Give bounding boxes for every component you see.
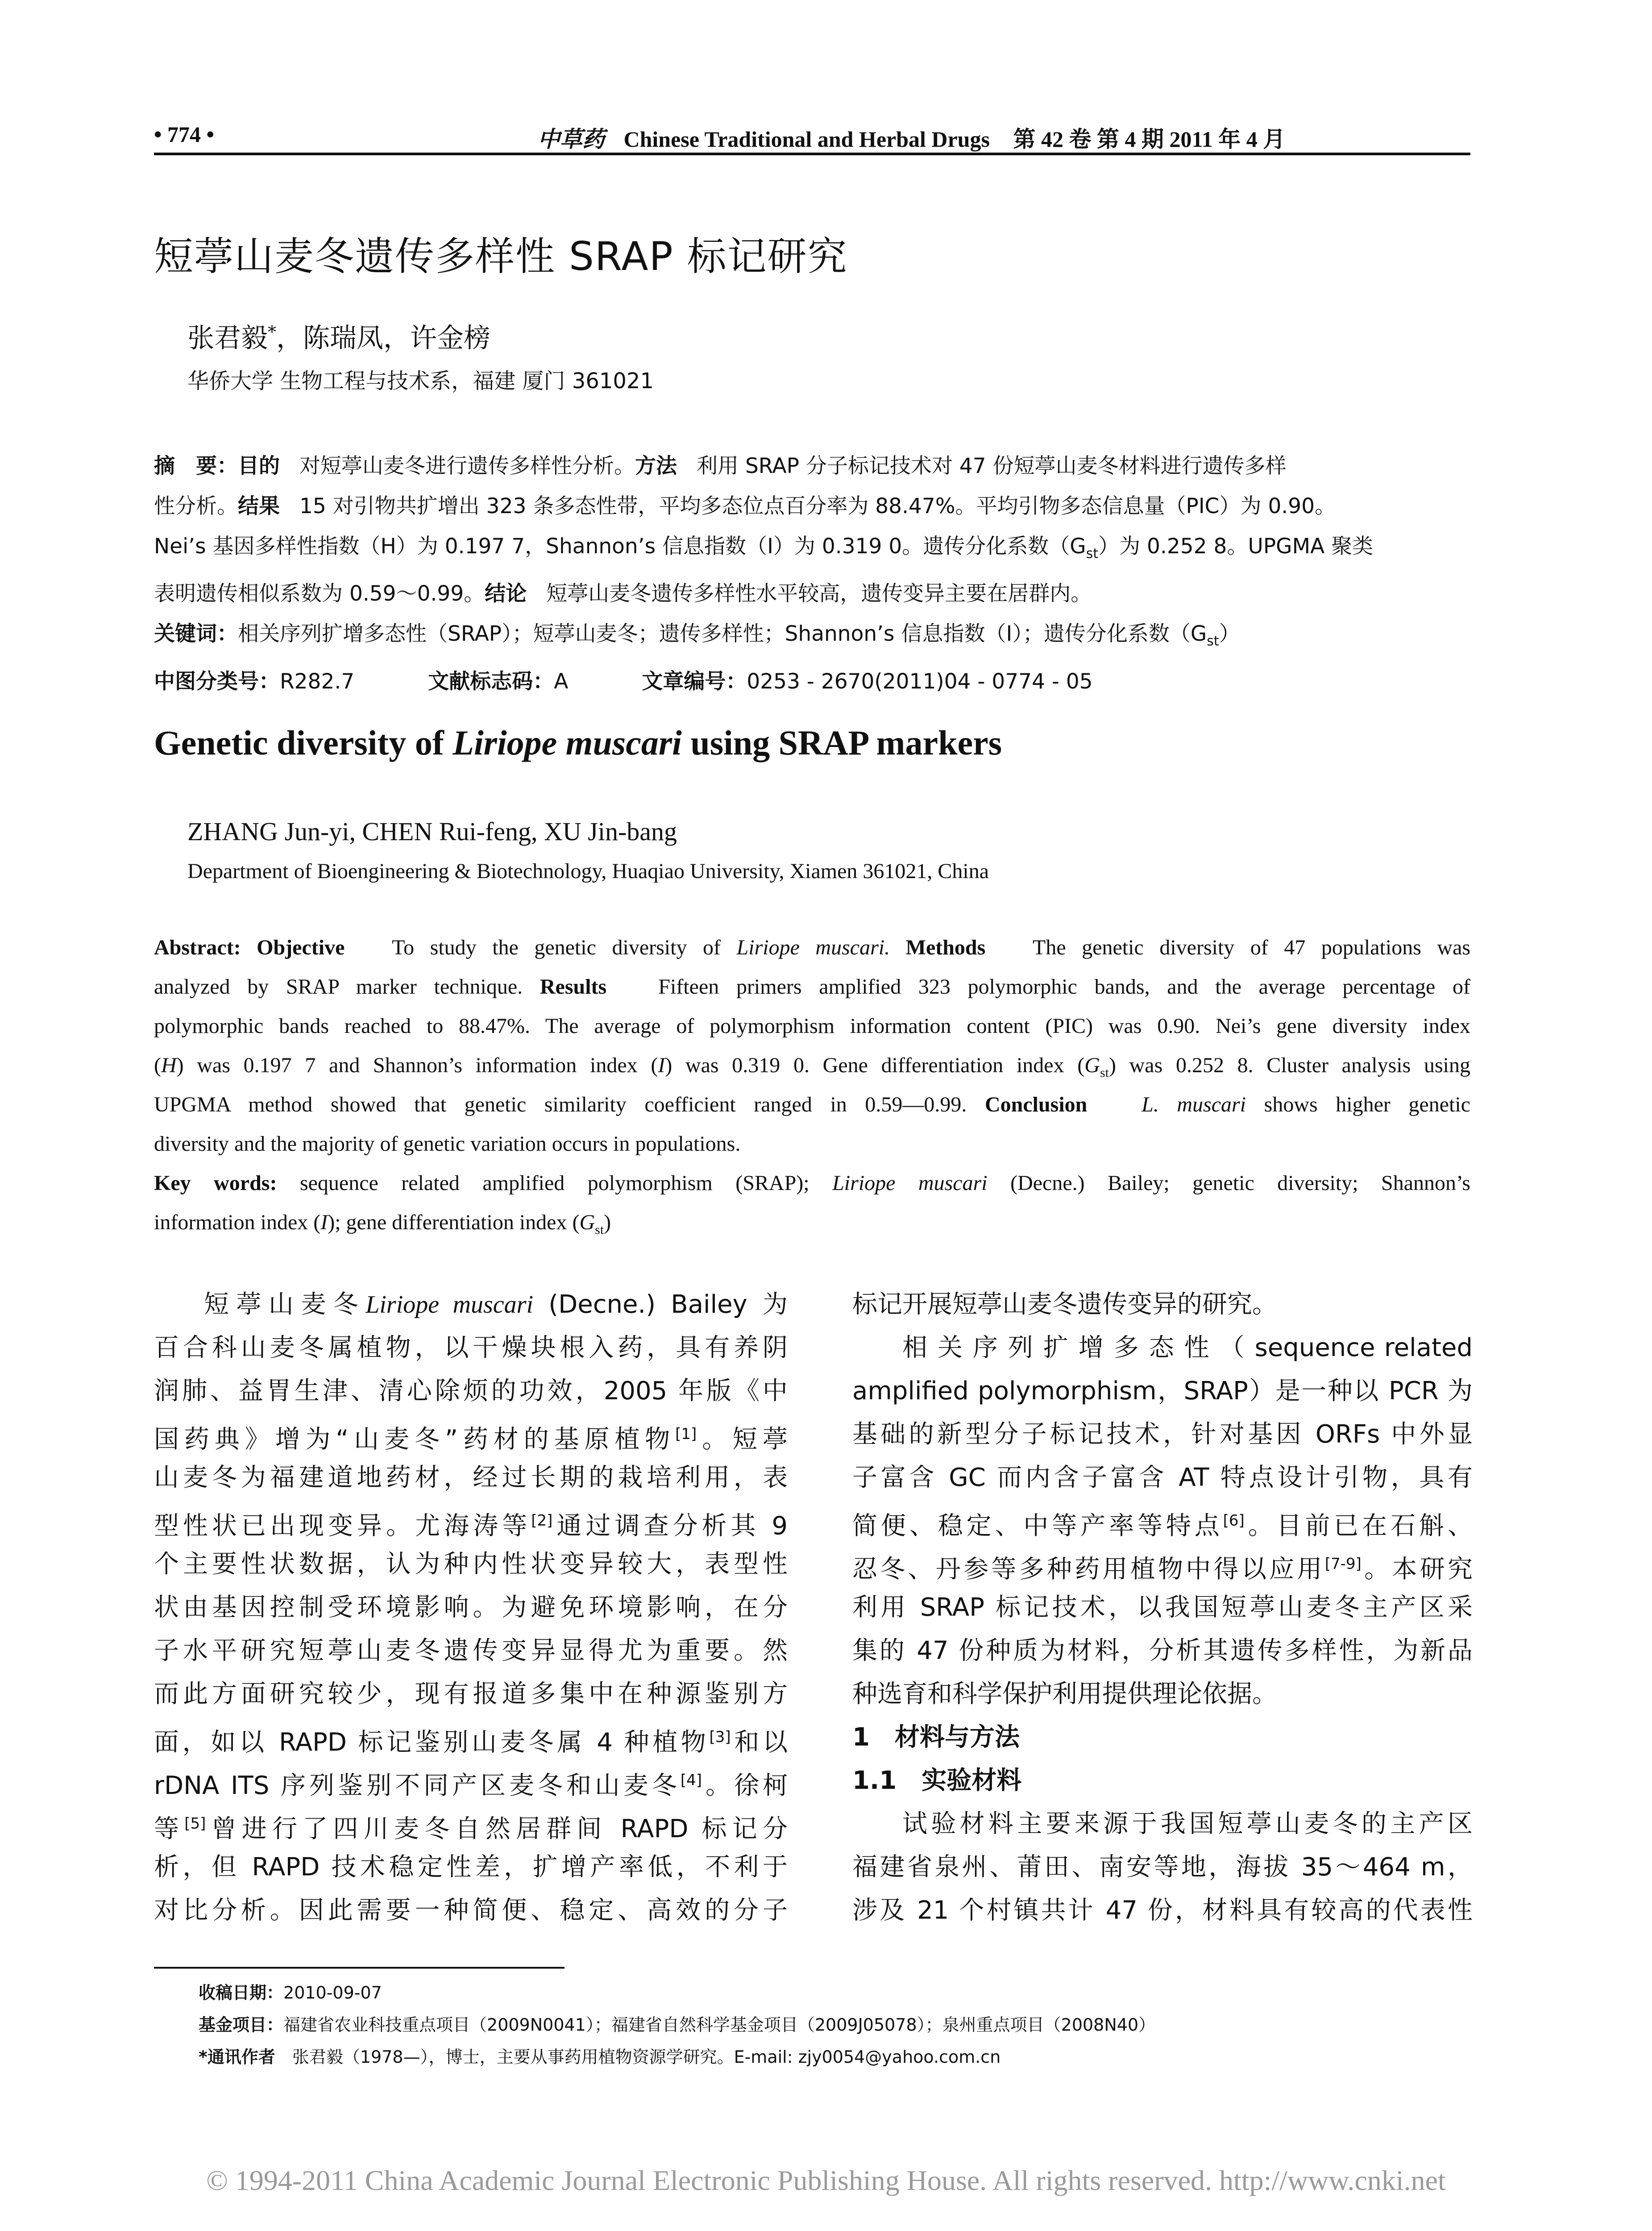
body-text: 面，如以 RAPD 标记鉴别山麦冬属 4 种植物 bbox=[154, 1728, 710, 1757]
body-line: 标记开展短葶山麦冬遗传变异的研究。 bbox=[852, 1290, 1277, 1319]
cn-abstract-line bbox=[154, 446, 1470, 486]
body-line: 相 关 序 列 扩 增 多 态 性 （ sequence related bbox=[902, 1333, 1473, 1362]
cn-keywords-label: 关键词： bbox=[154, 622, 238, 647]
cn-abstract bbox=[154, 446, 1470, 702]
en-abstract-text: polymorphic bands reached to 88.47%. The average of polymorphism information content (PIC) was 0.90. Nei’s gene diversity index bbox=[154, 1014, 1470, 1038]
body-line: 山麦冬为福建道地药材，经过长期的栽培利用，表 bbox=[154, 1463, 788, 1492]
body-text: 国药典》增为“山麦冬”药材的基原植物 bbox=[154, 1425, 676, 1454]
journal-logo-cn: 中草药 bbox=[538, 126, 605, 152]
journal-name-en: Chinese Traditional and Herbal Drugs bbox=[623, 127, 990, 152]
cn-coauthors: ，陈瑞凤，许金榜 bbox=[276, 323, 490, 354]
footnote-label: *通讯作者 bbox=[199, 2047, 275, 2067]
en-abstract-line bbox=[154, 1007, 1470, 1046]
header-rule bbox=[154, 153, 1470, 155]
body-line: 基础的新型分子标记技术，针对基因 ORFs 中外显 bbox=[852, 1420, 1473, 1449]
body-text: 型性状已出现变异。尤海涛等 bbox=[154, 1511, 531, 1541]
cn-abstract-label: 摘 要： bbox=[154, 454, 238, 478]
body-line: 利用 SRAP 标记技术，以我国短葶山麦冬主产区采 bbox=[852, 1593, 1473, 1622]
body-text: 曾进行了四川麦冬自然居群间 RAPD 标记分 bbox=[206, 1814, 788, 1844]
footnote-text: 福建省农业科技重点项目（2009N0041）；福建省自然科学基金项目（2009J05078）；泉州重点项目（2008N40） bbox=[283, 2015, 1156, 2035]
cn-abstract-line bbox=[154, 527, 1470, 574]
cn-purpose: 对短葶山麦冬进行遗传多样性分析。 bbox=[299, 454, 635, 478]
body-line bbox=[154, 1759, 788, 1802]
en-abstract-text: Fifteen primers amplified 323 polymorphic bands, and the average percentage of bbox=[658, 975, 1471, 999]
cn-classification bbox=[154, 662, 1470, 702]
body-line: amplified polymorphism，SRAP）是一种以 PCR 为 bbox=[852, 1377, 1473, 1406]
subsection-heading: 1.1 实验材料 bbox=[852, 1766, 1022, 1795]
cn-title: 短葶山麦冬遗传多样性 SRAP 标记研究 bbox=[154, 233, 848, 279]
article-no-value: 0253 - 2670(2011)04 - 0774 - 05 bbox=[747, 669, 1093, 694]
en-methods-label: Methods bbox=[905, 936, 986, 959]
doc-code-value: A bbox=[554, 669, 569, 694]
cn-methods-cont: 性分析。 bbox=[154, 494, 238, 518]
cn-abstract-line bbox=[154, 486, 1470, 527]
clc-value: R282.7 bbox=[280, 669, 355, 694]
en-abstract-text: shows higher genetic bbox=[1264, 1093, 1471, 1116]
footnote-text: 2010-09-07 bbox=[283, 1983, 382, 2003]
en-abstract-line bbox=[154, 928, 1470, 967]
body-text: 。短葶 bbox=[697, 1425, 788, 1454]
footnote-text: 张君毅（1978—），博士，主要从事药用植物资源学研究。E-mail: zjy0054@yahoo.com.cn bbox=[275, 2047, 1001, 2067]
body-text: 简便、稳定、中等产率等特点 bbox=[852, 1511, 1223, 1541]
footnotes bbox=[199, 1977, 1155, 2073]
body-line: 子富含 GC 而内含子富含 AT 特点设计引物，具有 bbox=[852, 1463, 1473, 1492]
en-keywords-text: ); gene differentiation index ( bbox=[328, 1211, 580, 1234]
body-line bbox=[154, 1283, 788, 1326]
body-line: 析，但 RAPD 技术稳定性差，扩增产率低，不利于 bbox=[154, 1853, 788, 1882]
en-title-species: Liriope muscari bbox=[452, 723, 682, 762]
body-text: 。徐柯 bbox=[702, 1771, 788, 1800]
body-text: 。本研究 bbox=[1361, 1555, 1473, 1584]
clc-label: 中图分类号： bbox=[154, 669, 280, 694]
body-text: 等 bbox=[154, 1814, 185, 1844]
symbol: I bbox=[658, 1053, 665, 1077]
en-abstract-line bbox=[154, 1124, 1470, 1164]
journal-issue: 第 42 卷 第 4 期 2011 年 4 月 bbox=[1013, 127, 1286, 152]
en-keywords-text: ) bbox=[604, 1211, 611, 1234]
en-objective-label: Objective bbox=[257, 936, 345, 959]
body-line: 个主要性状数据，认为种内性状变异较大，表型性 bbox=[154, 1550, 788, 1579]
cn-authors bbox=[187, 317, 490, 355]
body-line: 涉及 21 个村镇共计 47 份，材料具有较高的代表性 bbox=[852, 1896, 1473, 1925]
citation: [7-9] bbox=[1324, 1555, 1361, 1573]
cn-keywords-text: 相关序列扩增多态性（SRAP）；短葶山麦冬；遗传多样性；Shannon’s 信息指数（I）；遗传分化系数（G bbox=[238, 622, 1207, 647]
body-line: 子水平研究短葶山麦冬遗传变异显得尤为重要。然 bbox=[154, 1636, 788, 1665]
en-conclusion-label: Conclusion bbox=[984, 1093, 1087, 1116]
cn-affiliation: 华侨大学 生物工程与技术系，福建 厦门 361021 bbox=[187, 369, 654, 394]
body-line bbox=[154, 1499, 788, 1543]
body-line: 润肺、益胃生津、清心除烦的功效，2005 年版《中 bbox=[154, 1377, 788, 1406]
en-abstract-text: UPGMA method showed that genetic similarity coefficient ranged in 0.59—0.99. bbox=[154, 1093, 967, 1116]
article-no-label: 文章编号： bbox=[642, 669, 747, 694]
symbol: G bbox=[1084, 1053, 1100, 1077]
body-line bbox=[852, 1543, 1473, 1586]
body-line: 而此方面研究较少，现有报道多集中在种源鉴别方 bbox=[154, 1679, 788, 1708]
cn-purpose-label: 目的 bbox=[238, 454, 280, 478]
body-text: 和以 bbox=[731, 1728, 788, 1757]
body-line: 集的 47 份种质为材料，分析其遗传多样性，为新品 bbox=[852, 1636, 1473, 1665]
body-line: 福建省泉州、莆田、南安等地，海拔 35～464 m， bbox=[852, 1853, 1473, 1882]
citation: [3] bbox=[709, 1728, 731, 1746]
en-keywords-label: Key words: bbox=[154, 1171, 277, 1195]
en-title-part: Genetic diversity of bbox=[154, 723, 453, 762]
en-results-label: Results bbox=[540, 975, 607, 999]
cn-conclusion: 短葶山麦冬遗传多样性水平较高，遗传变异主要在居群内。 bbox=[546, 581, 1092, 606]
en-abstract-line bbox=[154, 1046, 1470, 1085]
subscript: st bbox=[1207, 633, 1219, 649]
citation: [6] bbox=[1223, 1512, 1245, 1530]
body-line: 种选育和科学保护利用提供理论依据。 bbox=[852, 1679, 1277, 1708]
cn-abstract-line bbox=[154, 574, 1470, 614]
body-text: (Decne.) Bailey 为 bbox=[548, 1290, 788, 1319]
species-name: Liriope muscari. bbox=[736, 936, 890, 959]
footnote-fund bbox=[199, 2009, 1155, 2041]
en-keywords-text: (Decne.) Bailey; genetic diversity; Shannon’s bbox=[1010, 1171, 1471, 1195]
footnote-label: 基金项目： bbox=[199, 2015, 284, 2035]
footnote-rule bbox=[154, 1967, 565, 1969]
subscript: st bbox=[1100, 1065, 1109, 1080]
doc-code-label: 文献标志码： bbox=[428, 669, 554, 694]
en-authors: ZHANG Jun-yi, CHEN Rui-feng, XU Jin-bang bbox=[187, 817, 677, 846]
en-title-part: using SRAP markers bbox=[681, 723, 1002, 762]
cn-methods-label: 方法 bbox=[635, 454, 677, 478]
cn-conclusion-label: 结论 bbox=[485, 581, 527, 606]
cn-results: 15 对引物共扩增出 323 条多态性带，平均多态位点百分率为 88.47%。平均引物多态信息量（PIC）为 0.90。 bbox=[299, 494, 1336, 518]
en-abstract-label: Abstract: bbox=[154, 936, 241, 959]
en-title bbox=[154, 723, 1002, 763]
species-name: Liriope muscari bbox=[365, 1291, 534, 1319]
body-text: 。目前已在石斛、 bbox=[1244, 1511, 1473, 1541]
body-text: 忍冬、丹参等多种药用植物中得以应用 bbox=[852, 1555, 1325, 1584]
citation: [1] bbox=[675, 1425, 697, 1443]
running-header bbox=[154, 117, 1470, 152]
cn-methods: 利用 SRAP 分子标记技术对 47 份短葶山麦冬材料进行遗传多样 bbox=[697, 454, 1287, 478]
corresponding-mark: * bbox=[268, 322, 276, 342]
en-abstract-text: ) was 0.197 7 and Shannon’s information index ( bbox=[176, 1053, 658, 1077]
body-line: 试验材料主要来源于我国短葶山麦冬的主产区 bbox=[902, 1809, 1473, 1838]
en-keywords bbox=[154, 1203, 1470, 1242]
journal-name bbox=[538, 121, 1285, 153]
cn-results-cont: 表明遗传相似系数为 0.59～0.99。 bbox=[154, 581, 485, 606]
citation: [4] bbox=[680, 1771, 702, 1789]
en-keywords-text: information index ( bbox=[154, 1211, 321, 1234]
en-keywords-text: sequence related amplified polymorphism (SRAP); bbox=[299, 1171, 809, 1195]
en-abstract bbox=[154, 928, 1470, 1242]
cn-results-cont: ）为 0.252 8。UPGMA 聚类 bbox=[1098, 534, 1374, 559]
cn-keywords-end: ） bbox=[1219, 622, 1240, 647]
citation: [5] bbox=[184, 1815, 206, 1833]
subscript: st bbox=[595, 1222, 604, 1237]
symbol: H bbox=[161, 1053, 177, 1077]
body-text: 短葶山麦冬 bbox=[204, 1290, 366, 1319]
footnote-received bbox=[199, 1977, 1155, 2009]
en-abstract-text: diversity and the majority of genetic variation occurs in populations. bbox=[154, 1132, 741, 1156]
en-abstract-text: ( bbox=[154, 1053, 161, 1077]
body-line: 状由基因控制受环境影响。为避免环境影响，在分 bbox=[154, 1593, 788, 1622]
species-name: Liriope muscari bbox=[832, 1171, 988, 1195]
body-line bbox=[852, 1499, 1473, 1543]
en-abstract-text: To study the genetic diversity of bbox=[392, 936, 721, 959]
symbol: I bbox=[320, 1211, 328, 1234]
en-abstract-line bbox=[154, 1085, 1470, 1124]
body-line bbox=[154, 1802, 788, 1845]
en-abstract-text: ) was 0.319 0. Gene differentiation index ( bbox=[665, 1053, 1085, 1077]
footnote-label: 收稿日期： bbox=[199, 1983, 284, 2003]
copyright-notice: © 1994-2011 China Academic Journal Electronic Publishing House. All rights reserved. http://www.cnki.net bbox=[206, 2165, 1446, 2196]
en-abstract-line bbox=[154, 967, 1470, 1007]
en-abstract-text: analyzed by SRAP marker technique. bbox=[154, 975, 523, 999]
body-line bbox=[154, 1413, 788, 1456]
body-line: 对比分析。因此需要一种简便、稳定、高效的分子 bbox=[154, 1896, 788, 1925]
species-name: L. muscari bbox=[1141, 1093, 1246, 1116]
cn-keywords bbox=[154, 614, 1470, 661]
symbol: G bbox=[579, 1211, 595, 1234]
body-line: 百合科山麦冬属植物，以干燥块根入药，具有养阴 bbox=[154, 1333, 788, 1362]
body-line bbox=[154, 1716, 788, 1759]
subscript: st bbox=[1086, 546, 1099, 562]
body-text: rDNA ITS 序列鉴别不同产区麦冬和山麦冬 bbox=[154, 1771, 681, 1800]
body-column-left bbox=[154, 1283, 788, 1932]
body-text: 通过调查分析其 9 bbox=[552, 1511, 788, 1541]
en-keywords bbox=[154, 1164, 1470, 1203]
cn-results-cont: Nei’s 基因多样性指数（H）为 0.197 7，Shannon’s 信息指数（I）为 0.319 0。遗传分化系数（G bbox=[154, 534, 1086, 559]
footnote-correspondence bbox=[199, 2041, 1155, 2073]
body-column-right bbox=[852, 1283, 1473, 1932]
en-affiliation: Department of Bioengineering & Biotechnology, Huaqiao University, Xiamen 361021, China bbox=[187, 859, 989, 883]
cn-results-label: 结果 bbox=[238, 494, 280, 518]
section-heading: 1 材料与方法 bbox=[852, 1723, 1020, 1752]
cn-corresponding-author: 张君毅 bbox=[187, 323, 268, 354]
citation: [2] bbox=[531, 1512, 553, 1530]
page-number: • 774 • bbox=[154, 122, 215, 147]
en-abstract-text: ) was 0.252 8. Cluster analysis using bbox=[1108, 1053, 1470, 1077]
en-abstract-text: The genetic diversity of 47 populations was bbox=[1033, 936, 1471, 959]
